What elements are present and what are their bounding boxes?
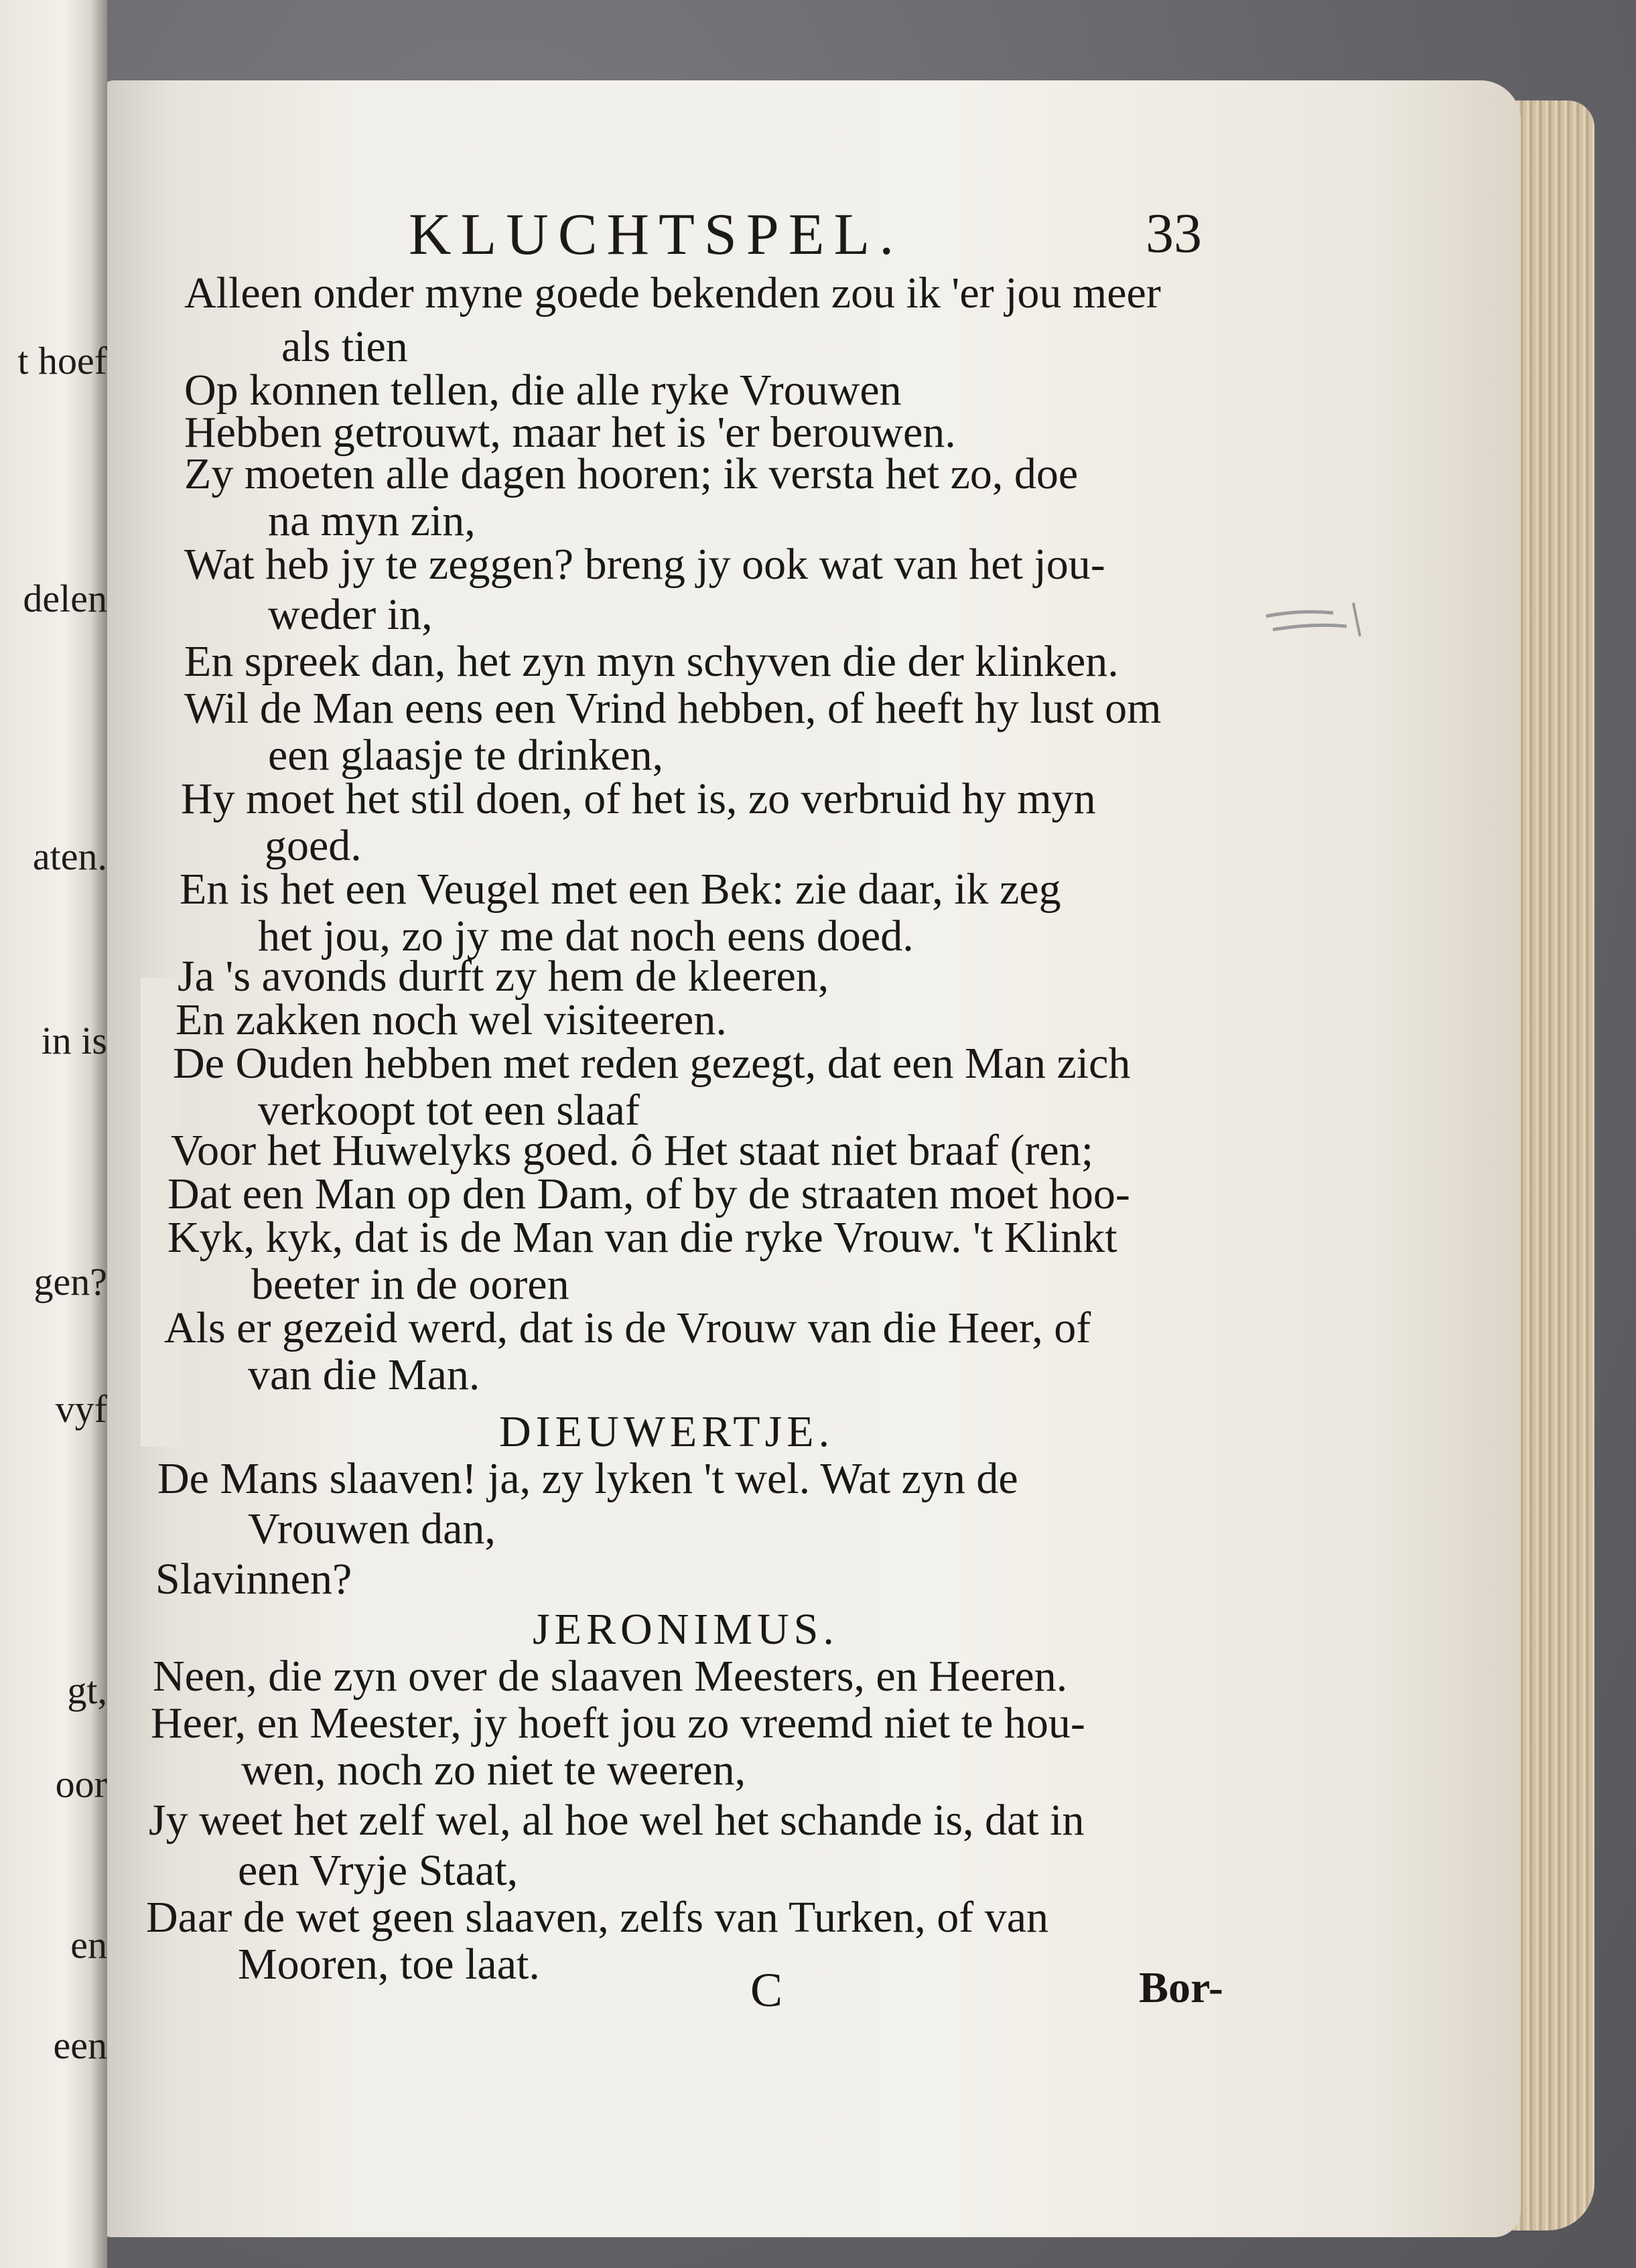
- verse-line: Wil de Man eens een Vrind hebben, of heeft hy lust om: [184, 684, 1162, 733]
- left-page-fragment: vyf: [55, 1387, 107, 1431]
- left-page-fragment: en: [70, 1923, 107, 1967]
- verse-line: wen, noch zo niet te weeren,: [241, 1746, 746, 1794]
- verse-line: als tien: [281, 322, 408, 371]
- verse-line: na myn zin,: [268, 496, 476, 545]
- speaker-name: JERONIMUS.: [533, 1605, 839, 1654]
- signature-mark: C: [750, 1963, 783, 2017]
- verse-line: Heer, en Meester, jy hoeft jou zo vreemd niet te hou-: [151, 1699, 1085, 1748]
- left-page-fragment: gen?: [33, 1260, 107, 1303]
- left-page-fragment: delen: [23, 577, 107, 620]
- verse-line: En zakken noch wel visiteeren.: [176, 995, 727, 1044]
- left-page-fragment: gt,: [67, 1669, 107, 1712]
- catchword: Bor-: [1139, 1963, 1223, 2012]
- verse-line: De Mans slaaven! ja, zy lyken 't wel. Wat zyn de: [157, 1454, 1018, 1503]
- verse-line: beeter in de ooren: [251, 1260, 569, 1309]
- verse-line: Als er gezeid werd, dat is de Vrouw van die Heer, of: [164, 1303, 1091, 1352]
- left-page-fragment: t hoef: [17, 339, 107, 382]
- verse-line: Ja 's avonds durft zy hem de kleeren,: [178, 952, 829, 1001]
- verse-line: weder in,: [268, 590, 433, 639]
- verse-line: Zy moeten alle dagen hooren; ik versta het zo, doe: [184, 449, 1079, 498]
- verse-line: De Ouden hebben met reden gezegt, dat een Man zich: [173, 1039, 1131, 1088]
- left-page-fragment: aten.: [32, 835, 107, 878]
- left-page-fragment: een: [53, 2024, 107, 2067]
- verse-line: En spreek dan, het zyn myn schyven die der klinken.: [184, 637, 1119, 686]
- verse-line: Kyk, kyk, dat is de Man van die ryke Vrouw. 't Klinkt: [167, 1213, 1117, 1262]
- verse-line: goed.: [265, 821, 362, 870]
- speaker-name: DIEUWERTJE.: [499, 1407, 835, 1456]
- verse-line: Wat heb jy te zeggen? breng jy ook wat van het jou-: [184, 540, 1105, 589]
- verse-line: Neen, die zyn over de slaaven Meesters, en Heeren.: [153, 1652, 1068, 1701]
- verse-line: Alleen onder myne goede bekenden zou ik 'er jou meer: [184, 269, 1161, 317]
- left-page-fragment: oor: [55, 1762, 107, 1806]
- verse-line: Mooren, toe laat.: [238, 1940, 540, 1989]
- left-page: [0, 0, 107, 2268]
- pencil-mark: [1259, 589, 1380, 650]
- verse-line: Vrouwen dan,: [248, 1504, 496, 1553]
- verse-line: Voor het Huwelyks goed. ô Het staat niet braaf (ren;: [171, 1126, 1094, 1175]
- verse-line: het jou, zo jy me dat noch eens doed.: [258, 912, 914, 961]
- verse-line: van die Man.: [248, 1350, 480, 1399]
- verse-line: Hy moet het stil doen, of het is, zo verbruid hy myn: [181, 774, 1096, 823]
- verse-line: Hebben getrouwt, maar het is 'er berouwen.: [184, 408, 956, 457]
- verse-line: Op konnen tellen, die alle ryke Vrouwen: [184, 366, 902, 415]
- verse-line: een Vryje Staat,: [238, 1846, 519, 1895]
- verse-line: Jy weet het zelf wel, al hoe wel het schande is, dat in: [149, 1796, 1085, 1845]
- verse-line: Dat een Man op den Dam, of by de straaten moet hoo-: [167, 1170, 1130, 1218]
- verse-line: Daar de wet geen slaaven, zelfs van Turken, of van: [146, 1893, 1049, 1942]
- running-head-title: KLUCHTSPEL.: [409, 202, 904, 267]
- verse-line: Slavinnen?: [155, 1555, 352, 1604]
- left-page-fragment: in is: [41, 1019, 107, 1062]
- verse-line: verkoopt tot een slaaf: [258, 1086, 640, 1135]
- verse-line: En is het een Veugel met een Bek: zie daar, ik zeg: [180, 865, 1061, 914]
- verse-line: een glaasje te drinken,: [268, 731, 664, 780]
- page-number: 33: [1146, 202, 1202, 265]
